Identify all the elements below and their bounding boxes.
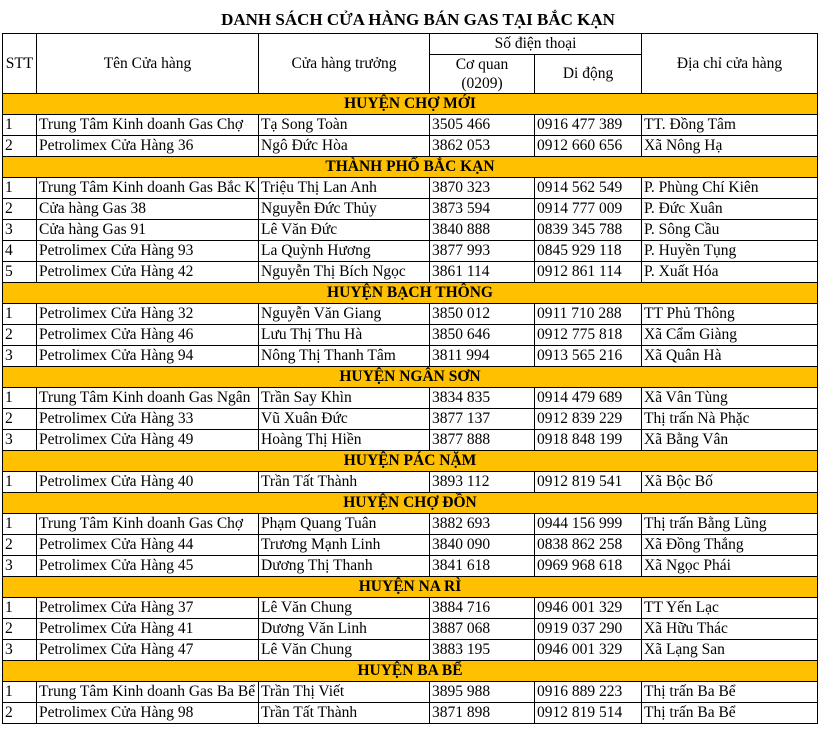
store-name-cell: Petrolimex Cửa Hàng 45 (37, 556, 259, 577)
section-heading: HUYỆN BẠCH THÔNG (3, 283, 818, 304)
address-cell: Thị trấn Nà Phặc (642, 409, 818, 430)
office-phone-cell: 3887 068 (430, 619, 535, 640)
store-name-cell: Petrolimex Cửa Hàng 36 (37, 136, 259, 157)
office-phone-cell: 3850 646 (430, 325, 535, 346)
row-stt: 3 (3, 640, 37, 661)
office-phone-cell: 3882 693 (430, 514, 535, 535)
manager-cell: Nguyễn Đức Thủy (259, 199, 430, 220)
office-phone-cell: 3840 090 (430, 535, 535, 556)
store-name-cell: Petrolimex Cửa Hàng 42 (37, 262, 259, 283)
header-store-name: Tên Cửa hàng (37, 34, 259, 94)
mobile-phone-cell: 0916 889 223 (535, 682, 642, 703)
office-phone-cell: 3861 114 (430, 262, 535, 283)
row-stt: 2 (3, 619, 37, 640)
section-heading: HUYỆN BA BỂ (3, 661, 818, 682)
office-phone-cell: 3834 835 (430, 388, 535, 409)
address-cell: Xã Quân Hà (642, 346, 818, 367)
table-row (3, 262, 818, 283)
store-name-cell: Trung Tâm Kinh doanh Gas Bắc K (37, 178, 259, 199)
store-name-cell: Petrolimex Cửa Hàng 32 (37, 304, 259, 325)
office-phone-cell: 3877 888 (430, 430, 535, 451)
row-stt: 2 (3, 535, 37, 556)
manager-cell: Dương Thị Thanh (259, 556, 430, 577)
section-heading: HUYỆN CHỢ ĐỒN (3, 493, 818, 514)
office-phone-cell: 3871 898 (430, 703, 535, 724)
manager-cell: Lê Văn Chung (259, 640, 430, 661)
office-phone-cell: 3841 618 (430, 556, 535, 577)
manager-cell: Phạm Quang Tuân (259, 514, 430, 535)
address-cell: Thị trấn Ba Bể (642, 682, 818, 703)
store-name-cell: Petrolimex Cửa Hàng 93 (37, 241, 259, 262)
mobile-phone-cell: 0912 775 818 (535, 325, 642, 346)
office-phone-cell: 3883 195 (430, 640, 535, 661)
section-row (3, 493, 818, 514)
row-stt: 1 (3, 388, 37, 409)
manager-cell: Vũ Xuân Đức (259, 409, 430, 430)
manager-cell: Dương Văn Linh (259, 619, 430, 640)
store-name-cell: Petrolimex Cửa Hàng 98 (37, 703, 259, 724)
header-office-phone: Cơ quan (0209) (430, 55, 535, 94)
address-cell: Xã Đồng Thắng (642, 535, 818, 556)
office-phone-cell: 3893 112 (430, 472, 535, 493)
address-cell: P. Đức Xuân (642, 199, 818, 220)
table-row (3, 220, 818, 241)
table-row (3, 199, 818, 220)
manager-cell: Lê Văn Chung (259, 598, 430, 619)
manager-cell: Nguyễn Văn Giang (259, 304, 430, 325)
section-heading: HUYỆN PÁC NẶM (3, 451, 818, 472)
section-row (3, 94, 818, 115)
mobile-phone-cell: 0912 819 514 (535, 703, 642, 724)
mobile-phone-cell: 0912 819 541 (535, 472, 642, 493)
table-row (3, 514, 818, 535)
row-stt: 4 (3, 241, 37, 262)
store-name-cell: Cửa hàng Gas 38 (37, 199, 259, 220)
row-stt: 1 (3, 304, 37, 325)
row-stt: 2 (3, 409, 37, 430)
address-cell: Xã Lạng San (642, 640, 818, 661)
office-phone-cell: 3873 594 (430, 199, 535, 220)
manager-cell: Hoàng Thị Hiền (259, 430, 430, 451)
mobile-phone-cell: 0919 037 290 (535, 619, 642, 640)
store-name-cell: Trung Tâm Kinh doanh Gas Chợ (37, 514, 259, 535)
manager-cell: Nông Thị Thanh Tâm (259, 346, 430, 367)
row-stt: 1 (3, 682, 37, 703)
address-cell: Xã Ngọc Phái (642, 556, 818, 577)
store-name-cell: Petrolimex Cửa Hàng 46 (37, 325, 259, 346)
store-name-cell: Petrolimex Cửa Hàng 49 (37, 430, 259, 451)
row-stt: 1 (3, 115, 37, 136)
header-stt: STT (3, 34, 37, 94)
row-stt: 3 (3, 346, 37, 367)
store-name-cell: Cửa hàng Gas 91 (37, 220, 259, 241)
mobile-phone-cell: 0944 156 999 (535, 514, 642, 535)
store-name-cell: Petrolimex Cửa Hàng 33 (37, 409, 259, 430)
mobile-phone-cell: 0914 479 689 (535, 388, 642, 409)
office-phone-cell: 3870 323 (430, 178, 535, 199)
address-cell: Xã Bằng Vân (642, 430, 818, 451)
row-stt: 3 (3, 556, 37, 577)
manager-cell: Lưu Thị Thu Hà (259, 325, 430, 346)
mobile-phone-cell: 0969 968 618 (535, 556, 642, 577)
table-row (3, 703, 818, 724)
table-row (3, 640, 818, 661)
section-row (3, 451, 818, 472)
mobile-phone-cell: 0911 710 288 (535, 304, 642, 325)
row-stt: 2 (3, 199, 37, 220)
section-heading: THÀNH PHỐ BẮC KẠN (3, 157, 818, 178)
row-stt: 2 (3, 703, 37, 724)
mobile-phone-cell: 0918 848 199 (535, 430, 642, 451)
address-cell: Thị trấn Ba Bể (642, 703, 818, 724)
store-name-cell: Petrolimex Cửa Hàng 47 (37, 640, 259, 661)
mobile-phone-cell: 0913 565 216 (535, 346, 642, 367)
section-heading: HUYỆN CHỢ MỚI (3, 94, 818, 115)
table-row (3, 682, 818, 703)
table-row (3, 304, 818, 325)
address-cell: TT Yến Lạc (642, 598, 818, 619)
table-row (3, 241, 818, 262)
table-row (3, 346, 818, 367)
manager-cell: Tạ Song Toàn (259, 115, 430, 136)
section-row (3, 577, 818, 598)
address-cell: Xã Hữu Thác (642, 619, 818, 640)
address-cell: Xã Vân Tùng (642, 388, 818, 409)
address-cell: TT Phủ Thông (642, 304, 818, 325)
address-cell: P. Xuất Hóa (642, 262, 818, 283)
office-phone-cell: 3884 716 (430, 598, 535, 619)
table-row (3, 115, 818, 136)
row-stt: 5 (3, 262, 37, 283)
store-name-cell: Petrolimex Cửa Hàng 44 (37, 535, 259, 556)
mobile-phone-cell: 0912 660 656 (535, 136, 642, 157)
row-stt: 2 (3, 136, 37, 157)
table-row (3, 619, 818, 640)
store-table (2, 33, 818, 724)
store-name-cell: Petrolimex Cửa Hàng 37 (37, 598, 259, 619)
mobile-phone-cell: 0839 345 788 (535, 220, 642, 241)
section-row (3, 661, 818, 682)
manager-cell: Ngô Đức Hòa (259, 136, 430, 157)
manager-cell: Lê Văn Đức (259, 220, 430, 241)
mobile-phone-cell: 0845 929 118 (535, 241, 642, 262)
mobile-phone-cell: 0838 862 258 (535, 535, 642, 556)
address-cell: TT. Đồng Tâm (642, 115, 818, 136)
address-cell: Xã Bộc Bố (642, 472, 818, 493)
mobile-phone-cell: 0914 777 009 (535, 199, 642, 220)
store-name-cell: Trung Tâm Kinh doanh Gas Chợ (37, 115, 259, 136)
address-cell: Xã Cẩm Giàng (642, 325, 818, 346)
table-row (3, 325, 818, 346)
manager-cell: Triệu Thị Lan Anh (259, 178, 430, 199)
store-name-cell: Trung Tâm Kinh doanh Gas Ngân (37, 388, 259, 409)
store-name-cell: Petrolimex Cửa Hàng 94 (37, 346, 259, 367)
office-phone-cell: 3862 053 (430, 136, 535, 157)
office-phone-cell: 3877 993 (430, 241, 535, 262)
table-row (3, 598, 818, 619)
row-stt: 2 (3, 325, 37, 346)
mobile-phone-cell: 0912 839 229 (535, 409, 642, 430)
header-address: Địa chỉ cửa hàng (642, 34, 818, 94)
table-row (3, 430, 818, 451)
address-cell: P. Huyền Tụng (642, 241, 818, 262)
mobile-phone-cell: 0946 001 329 (535, 598, 642, 619)
manager-cell: Nguyễn Thị Bích Ngọc (259, 262, 430, 283)
table-row (3, 409, 818, 430)
row-stt: 1 (3, 178, 37, 199)
header-phone: Số điện thoại (430, 34, 642, 55)
section-heading: HUYỆN NGÂN SƠN (3, 367, 818, 388)
address-cell: Thị trấn Bằng Lũng (642, 514, 818, 535)
office-phone-cell: 3850 012 (430, 304, 535, 325)
manager-cell: La Quỳnh Hương (259, 241, 430, 262)
header-mobile-phone: Di động (535, 55, 642, 94)
office-phone-cell: 3877 137 (430, 409, 535, 430)
section-row (3, 367, 818, 388)
table-row (3, 535, 818, 556)
row-stt: 1 (3, 472, 37, 493)
office-phone-cell: 3895 988 (430, 682, 535, 703)
mobile-phone-cell: 0914 562 549 (535, 178, 642, 199)
table-row (3, 472, 818, 493)
manager-cell: Trần Tất Thành (259, 472, 430, 493)
table-row (3, 178, 818, 199)
row-stt: 1 (3, 514, 37, 535)
office-phone-cell: 3811 994 (430, 346, 535, 367)
row-stt: 1 (3, 598, 37, 619)
section-row (3, 283, 818, 304)
office-phone-cell: 3840 888 (430, 220, 535, 241)
address-cell: P. Phùng Chí Kiên (642, 178, 818, 199)
table-row (3, 136, 818, 157)
manager-cell: Trần Say Khìn (259, 388, 430, 409)
manager-cell: Trần Thị Viết (259, 682, 430, 703)
address-cell: Xã Nông Hạ (642, 136, 818, 157)
section-heading: HUYỆN NA RÌ (3, 577, 818, 598)
row-stt: 3 (3, 430, 37, 451)
address-cell: P. Sông Cầu (642, 220, 818, 241)
store-name-cell: Trung Tâm Kinh doanh Gas Ba Bể (37, 682, 259, 703)
page-title: DANH SÁCH CỬA HÀNG BÁN GAS TẠI BẮC KẠN (221, 10, 615, 29)
header-manager: Cửa hàng trưởng (259, 34, 430, 94)
table-row (3, 388, 818, 409)
mobile-phone-cell: 0916 477 389 (535, 115, 642, 136)
store-name-cell: Petrolimex Cửa Hàng 40 (37, 472, 259, 493)
manager-cell: Trương Mạnh Linh (259, 535, 430, 556)
mobile-phone-cell: 0912 861 114 (535, 262, 642, 283)
table-row (3, 556, 818, 577)
store-name-cell: Petrolimex Cửa Hàng 41 (37, 619, 259, 640)
manager-cell: Trần Tất Thành (259, 703, 430, 724)
section-row (3, 157, 818, 178)
table-body (3, 94, 818, 724)
office-phone-cell: 3505 466 (430, 115, 535, 136)
row-stt: 3 (3, 220, 37, 241)
mobile-phone-cell: 0946 001 329 (535, 640, 642, 661)
